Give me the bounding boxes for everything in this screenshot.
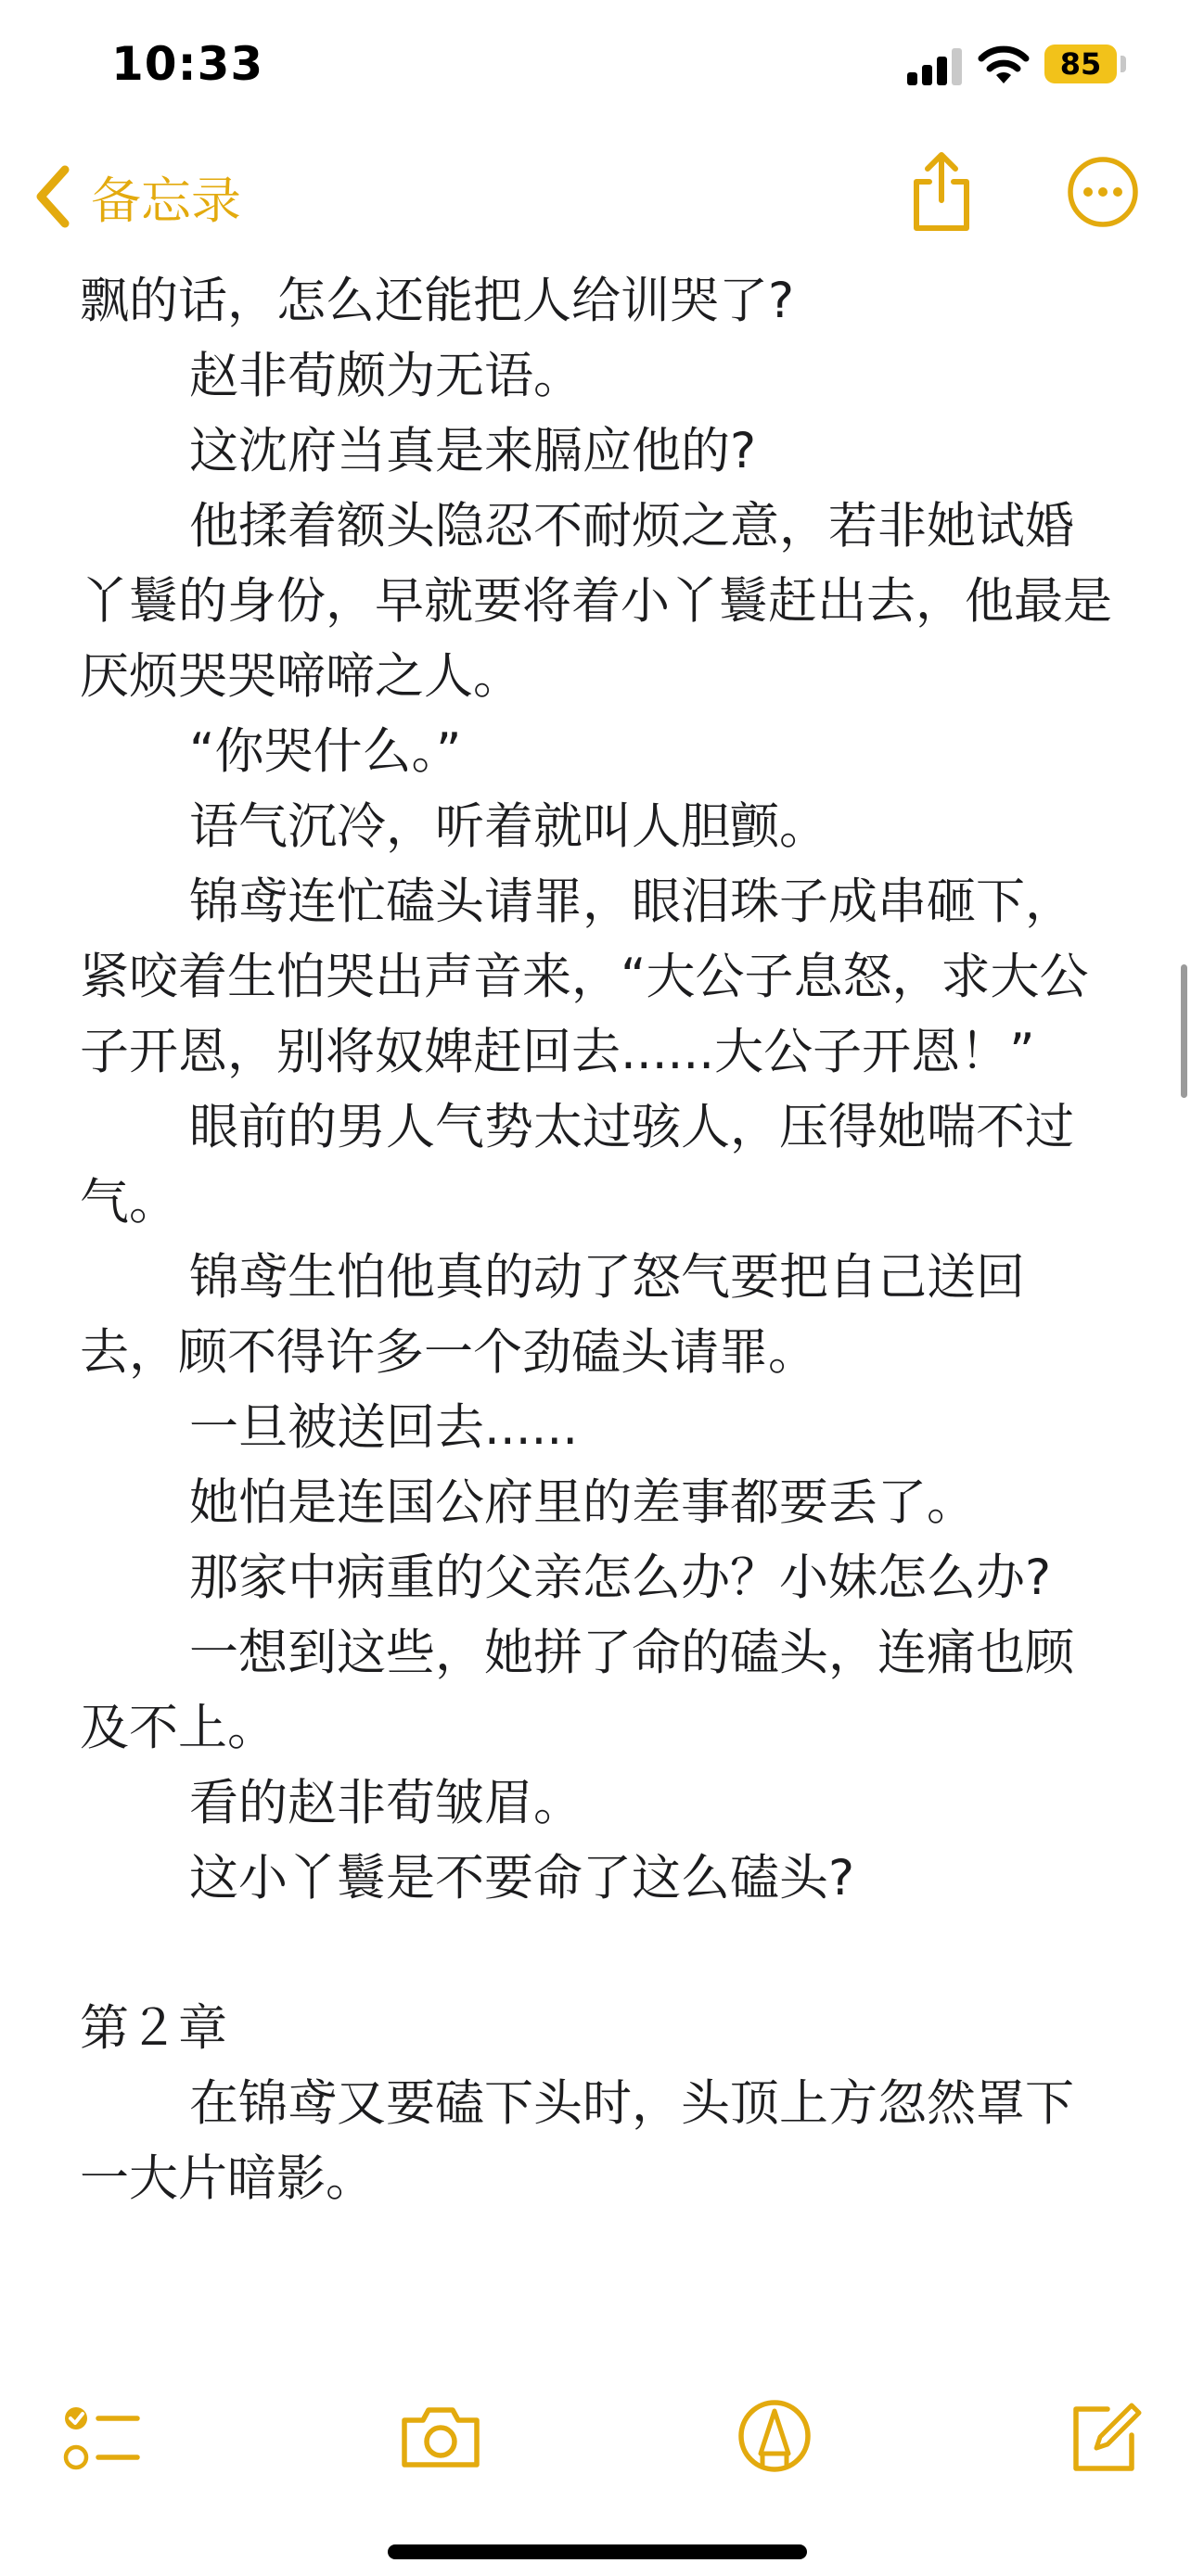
chevron-left-icon xyxy=(32,164,74,229)
navigation-bar xyxy=(0,139,1191,260)
note-paragraph: 她怕是连国公府里的差事都要丢了。 xyxy=(189,1474,976,1531)
share-icon[interactable] xyxy=(907,150,976,234)
note-paragraph: 一想到这些，她拼了命的磕头，连痛也顾及不上。 xyxy=(80,1625,1074,1756)
chapter-heading: 第２章 xyxy=(80,2000,227,2057)
blank-line xyxy=(80,1916,1119,1991)
status-bar xyxy=(0,0,1191,139)
camera-icon[interactable] xyxy=(399,2404,482,2470)
note-paragraph: 这沈府当真是来膈应他的? xyxy=(189,423,757,479)
compose-icon[interactable] xyxy=(1065,2398,1143,2476)
checklist-icon[interactable] xyxy=(61,2398,141,2480)
note-paragraph: 锦鸢生怕他真的动了怒气要把自己送回去，顾不得许多一个劲磕头请罪。 xyxy=(80,1249,1025,1381)
more-icon[interactable] xyxy=(1067,156,1139,228)
markup-icon[interactable] xyxy=(736,2398,813,2474)
note-paragraph: 在锦鸢又要磕下头时，头顶上方忽然罩下一大片暗影。 xyxy=(80,2075,1074,2207)
battery-indicator: 85 xyxy=(1044,45,1117,83)
back-button-label: 备忘录 xyxy=(91,171,241,230)
note-paragraph: 语气沉冷，听着就叫人胆颤。 xyxy=(189,798,828,855)
status-time: 10:33 xyxy=(111,37,264,91)
battery-tip xyxy=(1121,56,1126,72)
note-paragraph: 他揉着额头隐忍不耐烦之意，若非她试婚丫鬟的身份，早就要将着小丫鬟赶出去，他最是厌烦哭哭啼啼之人。 xyxy=(80,498,1112,705)
note-paragraph: 眼前的男人气势太过骇人，压得她喘不过气。 xyxy=(80,1099,1074,1231)
note-paragraph: 看的赵非荀皱眉。 xyxy=(189,1775,583,1831)
note-paragraph: “你哭什么。” xyxy=(189,723,462,780)
note-paragraph: 赵非荀颇为无语。 xyxy=(189,348,583,404)
note-paragraph: 这小丫鬟是不要命了这么磕头? xyxy=(189,1850,855,1906)
note-body[interactable] xyxy=(80,263,1119,2216)
wifi-icon xyxy=(977,43,1031,85)
note-paragraph: 一旦被送回去...... xyxy=(189,1399,579,1456)
note-paragraph: 锦鸢连忙磕头请罪，眼泪珠子成串砸下，紧咬着生怕哭出声音来，“大公子息怒，求大公子开恩，别将奴婢赶回去......大公子开恩！” xyxy=(80,874,1089,1080)
scroll-indicator[interactable] xyxy=(1181,964,1187,1098)
cellular-signal-icon xyxy=(907,48,963,85)
back-button[interactable] xyxy=(32,159,241,234)
home-indicator xyxy=(388,2544,807,2559)
bottom-toolbar xyxy=(0,2374,1191,2504)
note-paragraph: 那家中病重的父亲怎么办？小妹怎么办? xyxy=(189,1549,1052,1606)
note-paragraph: 飘的话，怎么还能把人给训哭了? xyxy=(80,273,795,329)
